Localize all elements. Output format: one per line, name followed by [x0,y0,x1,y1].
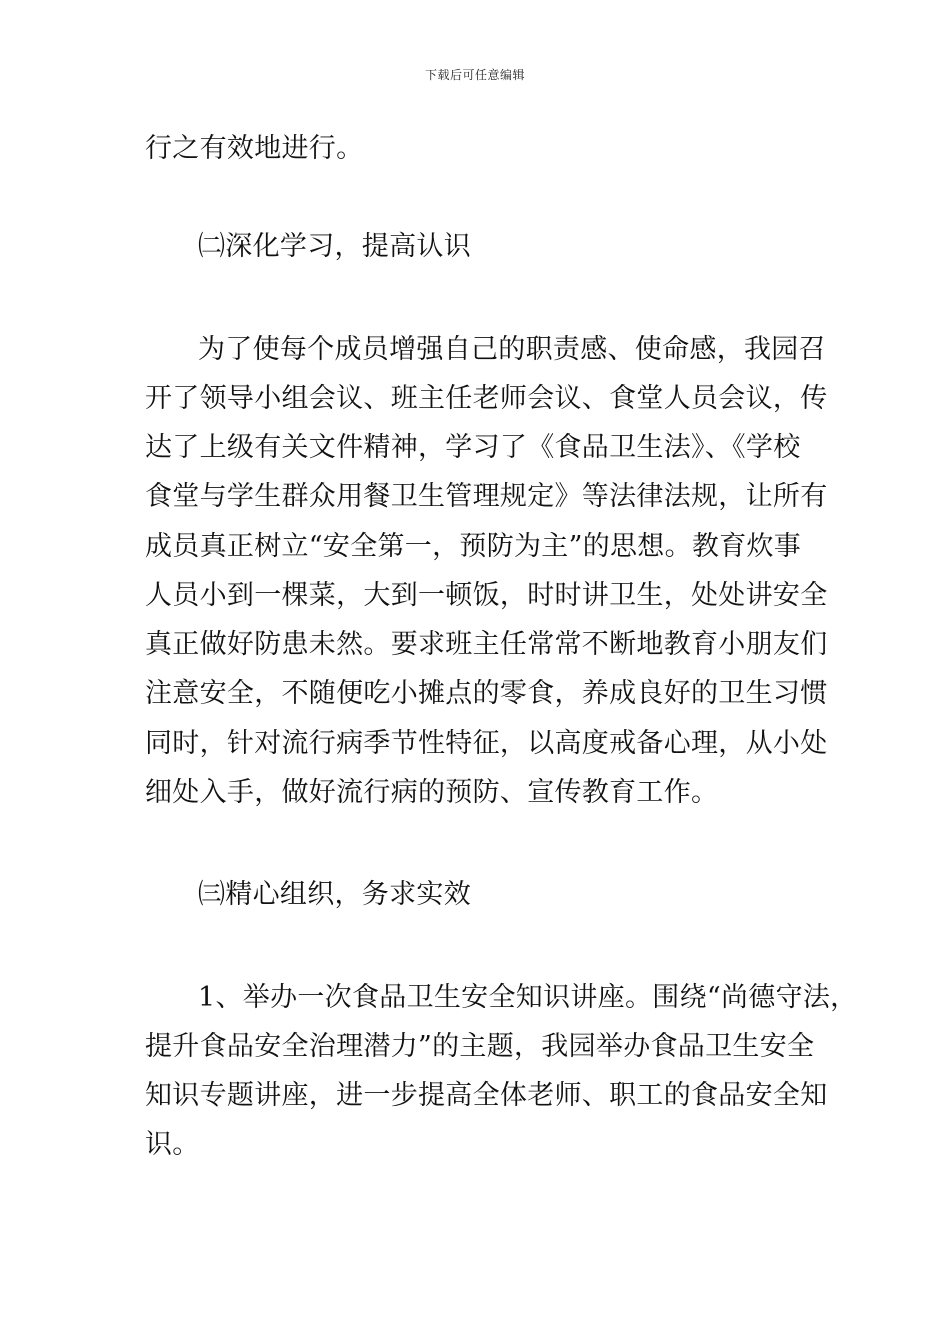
paragraph-line: 细处入手，做好流行病的预防、宣传教育工作。 [145,777,719,808]
paragraph-line: 成员真正树立“安全第一，预防为主”的思想。教育炊事 [145,531,802,562]
header-note: 下载后可任意编辑 [424,68,525,82]
paragraph-line: 注意安全，不随便吃小摊点的零食，养成良好的卫生习惯 [145,678,828,709]
section-heading: ㈡深化学习，提高认识 [198,231,471,262]
paragraph-line: 开了领导小组会议、班主任老师会议、食堂人员会议，传 [145,383,828,414]
section-heading: ㈢精心组织，务求实效 [198,879,471,910]
paragraph-line: 为了使每个成员增强自己的职责感、使命感，我园召 [198,334,826,365]
paragraph-line: 食堂与学生群众用餐卫生管理规定》等法律法规，让所有 [145,481,828,512]
paragraph-line: 识。 [145,1129,200,1160]
paragraph-line: 提升食品安全治理潜力”的主题，我园举办食品卫生安全 [145,1031,815,1062]
paragraph-line: 真正做好防患未然。要求班主任常常不断地教育小朋友们 [145,629,828,660]
paragraph-line: 知识专题讲座，进一步提高全体老师、职工的食品安全知 [145,1080,828,1111]
paragraph-line: 人员小到一棵菜，大到一顿饭，时时讲卫生，处处讲安全 [145,580,828,611]
paragraph-line: 1、举办一次食品卫生安全知识讲座。围绕“尚德守法， [198,982,858,1013]
paragraph-line: 同时，针对流行病季节性特征，以高度戒备心理，从小处 [145,728,828,759]
paragraph-line: 行之有效地进行。 [145,133,364,164]
paragraph-line: 达了上级有关文件精神，学习了《食品卫生法》、《学校 [145,432,801,463]
